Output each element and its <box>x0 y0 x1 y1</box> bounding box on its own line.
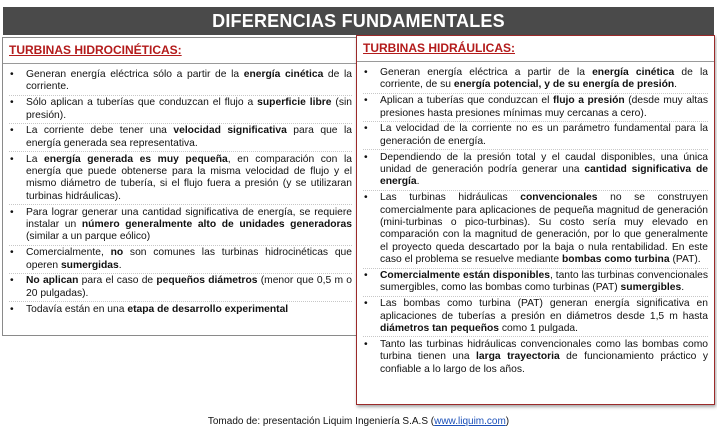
item-text: (menor que 0,5 m o 20 pulgadas). <box>26 275 353 299</box>
hydrokinetic-heading <box>3 38 358 58</box>
item-text: . <box>416 176 420 188</box>
bullet-glyph: • <box>364 123 368 135</box>
item-text: Comercialmente, <box>26 247 111 259</box>
item-text: Generan energía eléctrica a partir de la <box>380 67 593 78</box>
item-text: Aplican a tuberías que conduzcan el <box>380 95 553 107</box>
item-text: para el caso de <box>78 275 157 287</box>
item-text: Sólo aplican a tuberías que conduzcan el flujo a <box>26 97 258 109</box>
item-text: La velocidad de la corriente no es un parámetro fundamental para la generación de energía. <box>380 123 708 147</box>
hydraulic-panel <box>356 35 715 405</box>
bullet-glyph: • <box>364 192 368 204</box>
bullet-glyph: • <box>364 95 368 107</box>
hydraulic-item <box>363 270 708 297</box>
emphasis-text: superficie libre <box>257 97 332 109</box>
item-text: La <box>26 153 45 165</box>
emphasis-text: flujo a presión <box>552 95 625 107</box>
hydrokinetic-item <box>9 207 352 246</box>
emphasis-text: etapa de desarrollo experimental <box>127 303 289 315</box>
hydraulic-item <box>363 152 708 191</box>
hydrokinetic-item <box>9 154 352 206</box>
emphasis-text: energía cinética <box>243 69 324 80</box>
item-text: , en comparación con la energía que puede obtenerse para la misma velocidad de flujo y el mismo diámetro de tubería, si el flujo fuera a presión (y se utilizaran turbinas hidráulicas). <box>26 153 352 202</box>
item-text: son comunes las turbinas hidrocinéticas que operen <box>26 247 352 271</box>
emphasis-text: diámetros tan pequeños <box>380 323 500 335</box>
bullet-glyph: • <box>10 97 14 109</box>
item-text: (desde muy altas presiones hasta presiones mínimas muy cercanas a cero). <box>380 95 708 119</box>
item-text: La corriente debe tener una <box>26 125 174 137</box>
bullet-glyph: • <box>10 69 14 80</box>
hydrokinetic-heading-text: TURBINAS HIDROCINÉTICAS: <box>9 43 182 57</box>
emphasis-text: velocidad significativa <box>173 125 287 137</box>
bullet-glyph: • <box>364 338 368 350</box>
hydraulic-heading-text: TURBINAS HIDRÁULICAS: <box>363 41 515 55</box>
item-text: Para lograr generar una cantidad significativa de energía, se requiere instalar un <box>26 206 352 231</box>
item-text: (PAT). <box>669 254 701 266</box>
item-text: Las bombas como turbina (PAT) generan energía significativa en aplicaciones de tuberías a presión en diámetros desde 1,5 m hasta <box>380 298 708 322</box>
source-link[interactable]: www.liquim.com <box>434 416 506 427</box>
item-text: Generan energía eléctrica sólo a partir de la <box>26 69 244 80</box>
emphasis-text: cantidad significativa de energía <box>380 164 709 188</box>
item-text: (sin presión). <box>26 97 353 121</box>
bullet-glyph: • <box>10 125 14 137</box>
item-text: Todavía están en una <box>26 303 128 315</box>
item-text: como 1 pulgada. <box>499 323 579 335</box>
source-credit-suffix: ) <box>505 416 510 427</box>
page-title: DIFERENCIAS FUNDAMENTALES <box>3 7 714 35</box>
source-credit-prefix: Tomado de: presentación Liquim Ingeniería S.A.S ( <box>207 416 435 427</box>
emphasis-text: pequeños diámetros <box>156 275 258 287</box>
hydraulic-item <box>363 123 708 150</box>
item-text: no se construyen comercialmente para aplicaciones de pequeña magnitud de generación (mini-turbinas o pico-turbinas). Su costo sería muy elevado en comparación con la magnitud de generación, por lo que generalmente el proyecto queda descartado por la baja o nula rentabilidad. En este caso el problema se resuelve mediante <box>380 192 708 266</box>
hydraulic-list <box>357 62 714 377</box>
item-text: . <box>118 259 122 271</box>
hydraulic-heading <box>357 36 714 56</box>
emphasis-text: bombas como turbina <box>562 254 670 266</box>
hydraulic-item <box>363 67 708 94</box>
bullet-glyph: • <box>364 298 368 310</box>
item-text: , tanto las turbinas convencionales sumergibles, como las bombas como turbinas (PAT) <box>380 270 709 294</box>
hydraulic-item <box>363 339 708 377</box>
bullet-glyph: • <box>10 247 14 259</box>
hydrokinetic-item <box>9 304 352 317</box>
bullet-glyph: • <box>10 275 14 287</box>
emphasis-text: no <box>110 247 124 259</box>
bullet-glyph: • <box>10 206 14 218</box>
hydrokinetic-item <box>9 275 352 302</box>
item-text: Tanto las turbinas hidráulicas convencionales como las bombas como turbina tienen una <box>380 338 708 363</box>
bullet-glyph: • <box>364 67 368 78</box>
bullet-glyph: • <box>10 303 14 315</box>
item-text: de la corriente, de su <box>380 67 708 91</box>
emphasis-text: energía generada es muy pequeña <box>44 153 228 165</box>
emphasis-text: convencionales <box>520 192 598 204</box>
hydrokinetic-item <box>9 69 352 96</box>
hydraulic-item <box>363 95 708 122</box>
hydrokinetic-item <box>9 97 352 124</box>
emphasis-text: número generalmente alto de unidades generadoras <box>81 219 352 231</box>
item-text: (similar a un parque eólico) <box>26 231 151 243</box>
bullet-glyph: • <box>364 270 368 282</box>
item-text: de funcionamiento práctico y confiable a lo largo de los años. <box>380 351 708 375</box>
item-text: . <box>681 282 685 294</box>
emphasis-text: larga trayectoria <box>476 351 560 363</box>
hydrokinetic-item <box>9 125 352 152</box>
item-text: Las turbinas hidráulicas <box>380 192 521 204</box>
emphasis-text: No aplican <box>26 275 79 287</box>
hydraulic-item <box>363 192 708 268</box>
item-text: Dependiendo de la presión total y el caudal disponibles, una única unidad de generación podría generar una <box>380 151 708 176</box>
bullet-glyph: • <box>364 151 368 163</box>
emphasis-text: energía cinética <box>592 67 675 78</box>
hydrokinetic-item <box>9 247 352 274</box>
hydrokinetic-list <box>3 64 358 317</box>
emphasis-text: energía potencial, y de su energía de presión <box>453 79 675 91</box>
emphasis-text: Comercialmente están disponibles <box>380 270 550 282</box>
bullet-glyph: • <box>10 153 14 165</box>
item-text: de la corriente. <box>26 69 352 93</box>
item-text: para que la energía generada sea representativa. <box>26 125 353 149</box>
hydraulic-item <box>363 298 708 337</box>
emphasis-text: sumergidas <box>60 259 119 271</box>
emphasis-text: sumergibles <box>620 282 682 294</box>
item-text: . <box>674 79 678 91</box>
source-credit <box>0 416 717 427</box>
hydrokinetic-panel <box>2 37 358 336</box>
